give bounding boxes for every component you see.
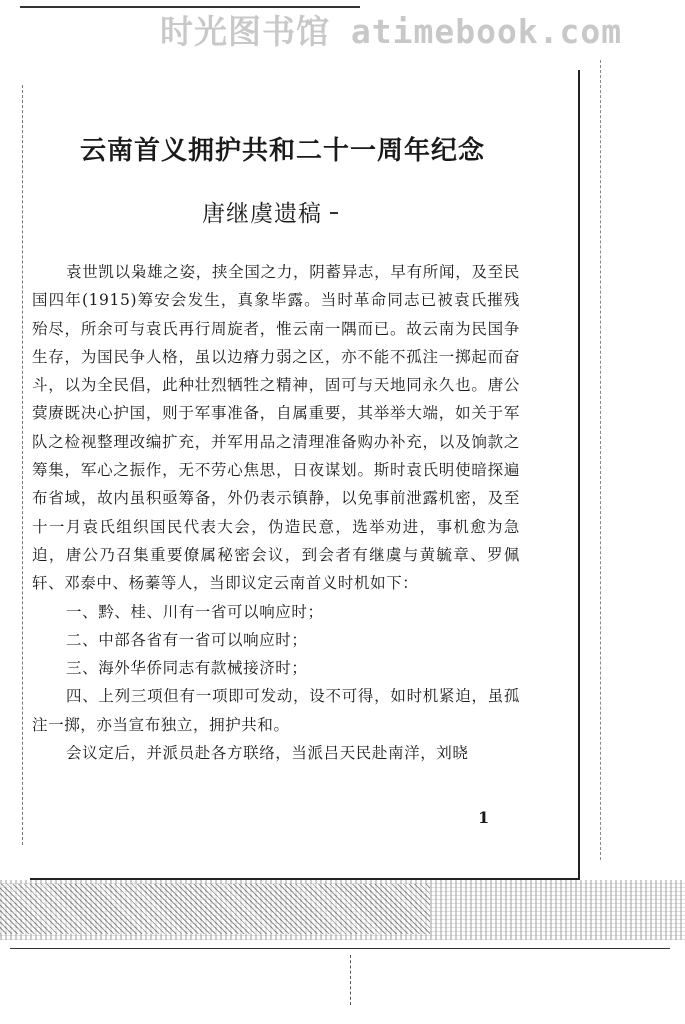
list-item: 三、海外华侨同志有款械接济时； (66, 659, 308, 678)
list-item: 四、上列三项但有一项即可发动，设不可得，如时机紧迫，虽孤注一掷，亦当宣布独立，拥护共和。 (32, 687, 520, 734)
bottom-fold-line (350, 955, 352, 1005)
scan-noise-band (0, 884, 430, 934)
paragraph: 袁世凯以枭雄之姿，挟全国之力，阴蓄异志，早有所闻，及至民国四年(1915)筹安会发生，真象毕露。当时革命同志已被袁氏摧残殆尽，所余可与袁氏再行周旋者，惟云南一隅而已。故云南为民国争生存，为国民争人格，虽以边瘠力弱之区，亦不能不孤注一掷起而奋斗，以为全民倡，此种壮烈牺牲之精神，固可与天地同永久也。唐公蓂赓既决心护国，则于军事准备，自属重要，其举举大端，如关于军队之检视整理改编扩充，并军用品之清理准备购办补充，以及饷款之筹集，军心之振作，无不劳心焦思，日夜谋划。斯时袁氏明使暗探遍布省域，故内虽积亟筹备，外仍表示镇静，以免事前泄露机密，及至十一月袁氏组织国民代表大会，伪造民意，选举劝进，事机愈为急迫，唐公乃召集重要僚属秘密会议，到会者有继虞与黄毓章、罗佩轩、邓泰中、杨蓁等人，当即议定云南首义时机如下： (32, 263, 520, 593)
page-number: 1 (478, 808, 490, 827)
list-item: 一、黔、桂、川有一省可以响应时； (66, 602, 324, 621)
body-text (32, 258, 520, 767)
closing-paragraph: 会议定后，并派员赴各方联络，当派吕天民赴南洋，刘晓 (66, 744, 469, 763)
author-mark (330, 212, 338, 214)
page-title: 云南首义拥护共和二十一周年纪念 (80, 136, 486, 166)
bottom-rule (10, 948, 670, 949)
left-fold-line (22, 85, 24, 845)
author-line: 唐继虞遗稿 (202, 201, 322, 227)
list-item: 二、中部各省有一省可以响应时； (66, 630, 308, 649)
watermark: 时光图书馆 atimebook.com (160, 12, 623, 51)
right-fold-line (600, 60, 602, 860)
